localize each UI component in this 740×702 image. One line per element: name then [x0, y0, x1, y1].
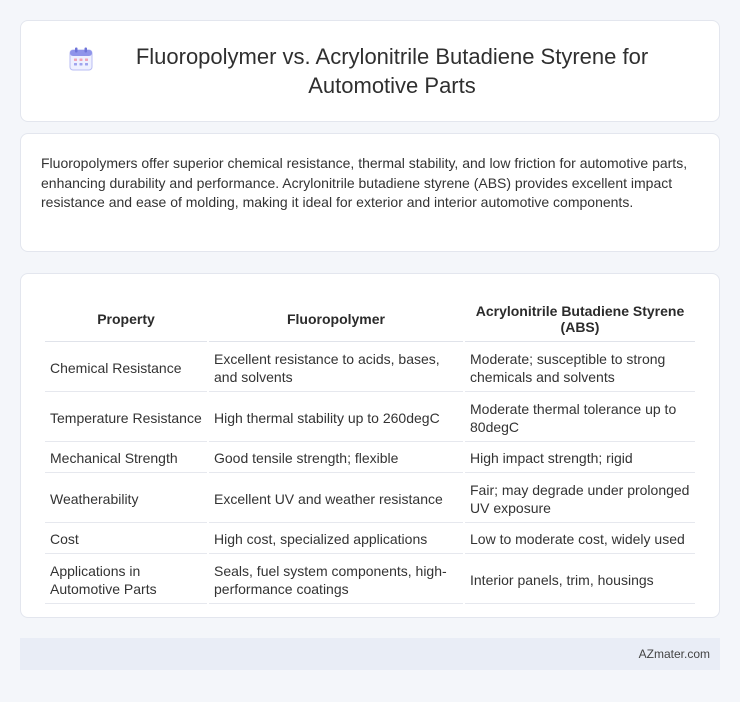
fluoropolymer-cell: Excellent UV and weather resistance — [209, 475, 463, 523]
column-header-abs: Acrylonitrile Butadiene Styrene (ABS) — [465, 296, 695, 342]
fluoropolymer-cell: High thermal stability up to 260degC — [209, 394, 463, 442]
comparison-table-card — [20, 273, 720, 618]
table-header-row — [45, 296, 695, 342]
property-cell: Weatherability — [45, 475, 207, 523]
table-row — [45, 394, 695, 442]
abs-cell: Moderate thermal tolerance up to 80degC — [465, 394, 695, 442]
abs-cell: Interior panels, trim, housings — [465, 556, 695, 604]
table-row — [45, 344, 695, 392]
abs-cell: Fair; may degrade under prolonged UV exposure — [465, 475, 695, 523]
intro-paragraph: Fluoropolymers offer superior chemical resistance, thermal stability, and low friction for automotive parts, enhancing durability and performance. Acrylonitrile butadiene styrene (ABS) provides excellent impact resistance and ease of molding, making it ideal for exterior and interior automotive components. — [41, 155, 688, 210]
fluoropolymer-cell: Good tensile strength; flexible — [209, 444, 463, 473]
table-row — [45, 556, 695, 604]
property-cell: Temperature Resistance — [45, 394, 207, 442]
column-header-property: Property — [45, 296, 207, 342]
footer-brand: AZmater.com — [638, 647, 710, 661]
property-cell: Chemical Resistance — [45, 344, 207, 392]
property-cell: Cost — [45, 525, 207, 554]
comparison-table — [43, 294, 697, 606]
fluoropolymer-cell: Excellent resistance to acids, bases, and solvents — [209, 344, 463, 392]
calendar-icon — [68, 46, 94, 72]
abs-cell: High impact strength; rigid — [465, 444, 695, 473]
column-header-fluoropolymer: Fluoropolymer — [209, 296, 463, 342]
footer-bar — [20, 638, 720, 670]
abs-cell: Low to moderate cost, widely used — [465, 525, 695, 554]
title-wrap — [68, 42, 672, 100]
intro-card — [20, 133, 720, 252]
table-row — [45, 475, 695, 523]
abs-cell: Moderate; susceptible to strong chemicals and solvents — [465, 344, 695, 392]
title-card — [20, 20, 720, 122]
table-row — [45, 444, 695, 473]
property-cell: Mechanical Strength — [45, 444, 207, 473]
fluoropolymer-cell: Seals, fuel system components, high-performance coatings — [209, 556, 463, 604]
fluoropolymer-cell: High cost, specialized applications — [209, 525, 463, 554]
property-cell: Applications in Automotive Parts — [45, 556, 207, 604]
table-row — [45, 525, 695, 554]
page-title: Fluoropolymer vs. Acrylonitrile Butadiene Styrene for Automotive Parts — [135, 44, 649, 98]
